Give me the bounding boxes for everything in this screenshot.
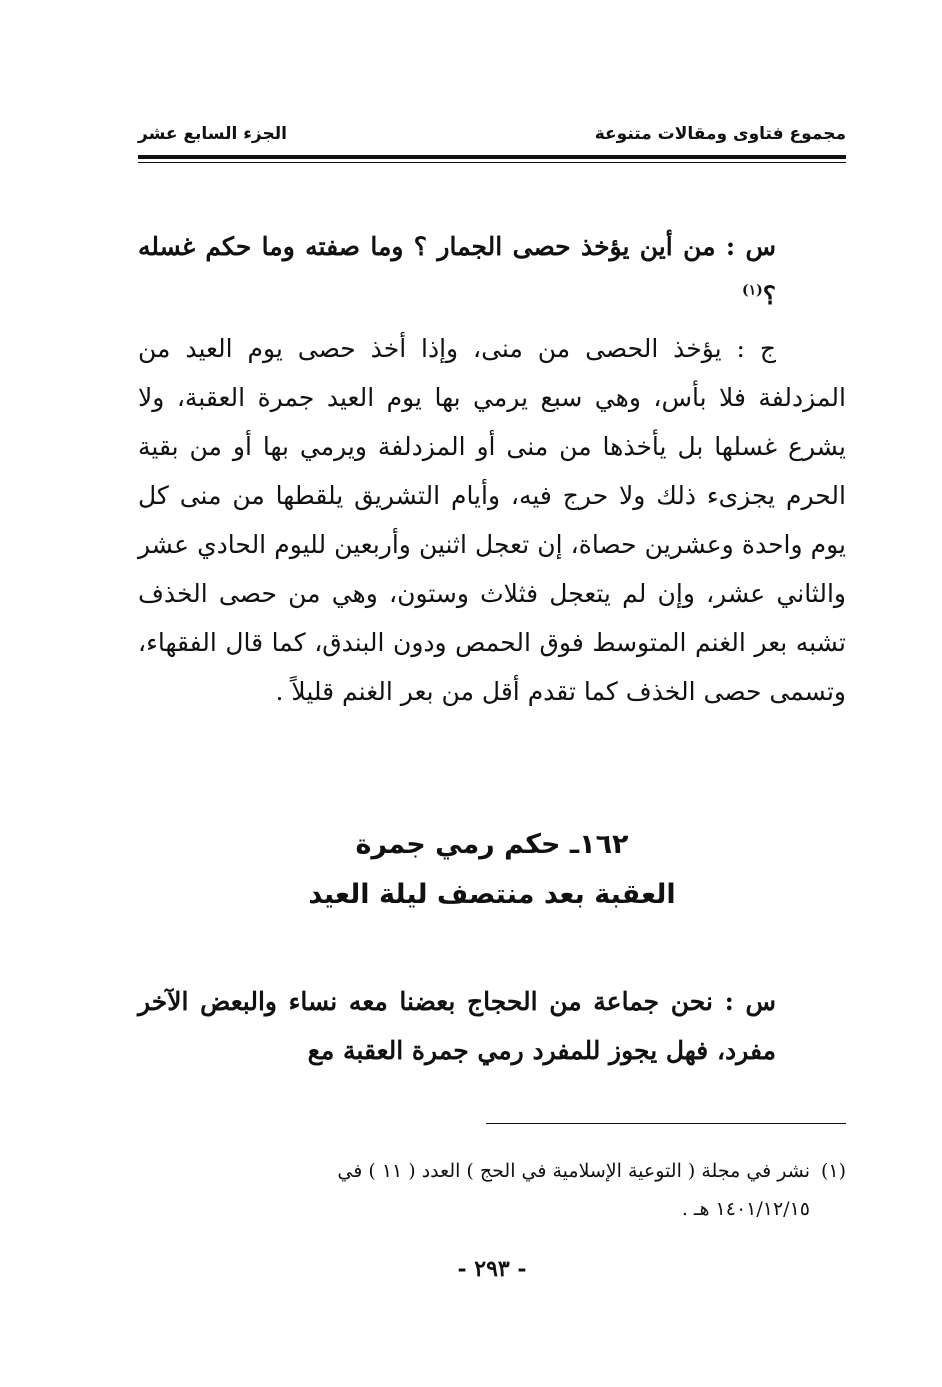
question-marker: س : <box>725 232 776 261</box>
answer-text: يؤخذ الحصى من منى، وإذا أخذ حصى يوم العيد من المزدلفة فلا بأس، وهي سبع يرمي بها يوم العيد جمرة العقبة، ولا يشرع غسلها بل يأخذها من منى أو المزدلفة ويرمي بها أو من بقية الحرم يجزىء ذلك ولا حرج فيه، وأيام التشريق يلقطها من منى كل يوم واحدة وعشرين حصاة، إن تعجل اثنين وأربعين لليوم الحادي عشر والثاني عشر، وإن لم يتعجل فثلاث وستون، وهي من حصى الخذف تشبه بعر الغنم المتوسط فوق الحمص ودون البندق، كما قال الفقهاء، وتسمى حصى الخذف كما تقدم أقل من بعر الغنم قليلاً . <box>138 334 846 706</box>
section-title-line-1: ١٦٢ـ حكم رمي جمرة <box>355 829 629 860</box>
question-1 <box>138 222 846 320</box>
section-title-line-2: العقبة بعد منتصف ليلة العيد <box>308 879 676 910</box>
volume-label: الجزء السابع عشر <box>138 124 287 144</box>
question-text: من أين يؤخذ حصى الجمار ؟ وما صفته وما حكم غسله ؟ <box>138 232 776 310</box>
question-text: نحن جماعة من الحجاج بعضنا معه نساء والبعض الآخر مفرد، فهل يجوز للمفرد رمي جمرة العقبة مع <box>138 987 776 1065</box>
question-2 <box>138 977 846 1075</box>
book-title: مجموع فتاوى ومقالات متنوعة <box>594 124 846 144</box>
footnote-number: (١) <box>820 1160 846 1182</box>
page-number: - ٢٩٣ - <box>457 1256 527 1282</box>
header-rule-thick <box>138 155 846 159</box>
running-header <box>138 124 846 150</box>
footnote-separator <box>486 1123 846 1124</box>
question-marker: س : <box>724 987 776 1016</box>
footnote-date: ١٤٠١/١٢/١٥ هـ . <box>681 1198 810 1220</box>
header-rule-thin <box>138 162 846 163</box>
footnote <box>138 1152 846 1228</box>
answer-1 <box>138 324 846 716</box>
section-heading <box>138 820 846 920</box>
footnote-text: نشر في مجلة ( التوعية الإسلامية في الحج ) العدد ( ١١ ) في <box>337 1160 810 1182</box>
answer-marker: ج : <box>736 334 777 363</box>
footnote-reference[interactable]: (١) <box>741 282 763 299</box>
